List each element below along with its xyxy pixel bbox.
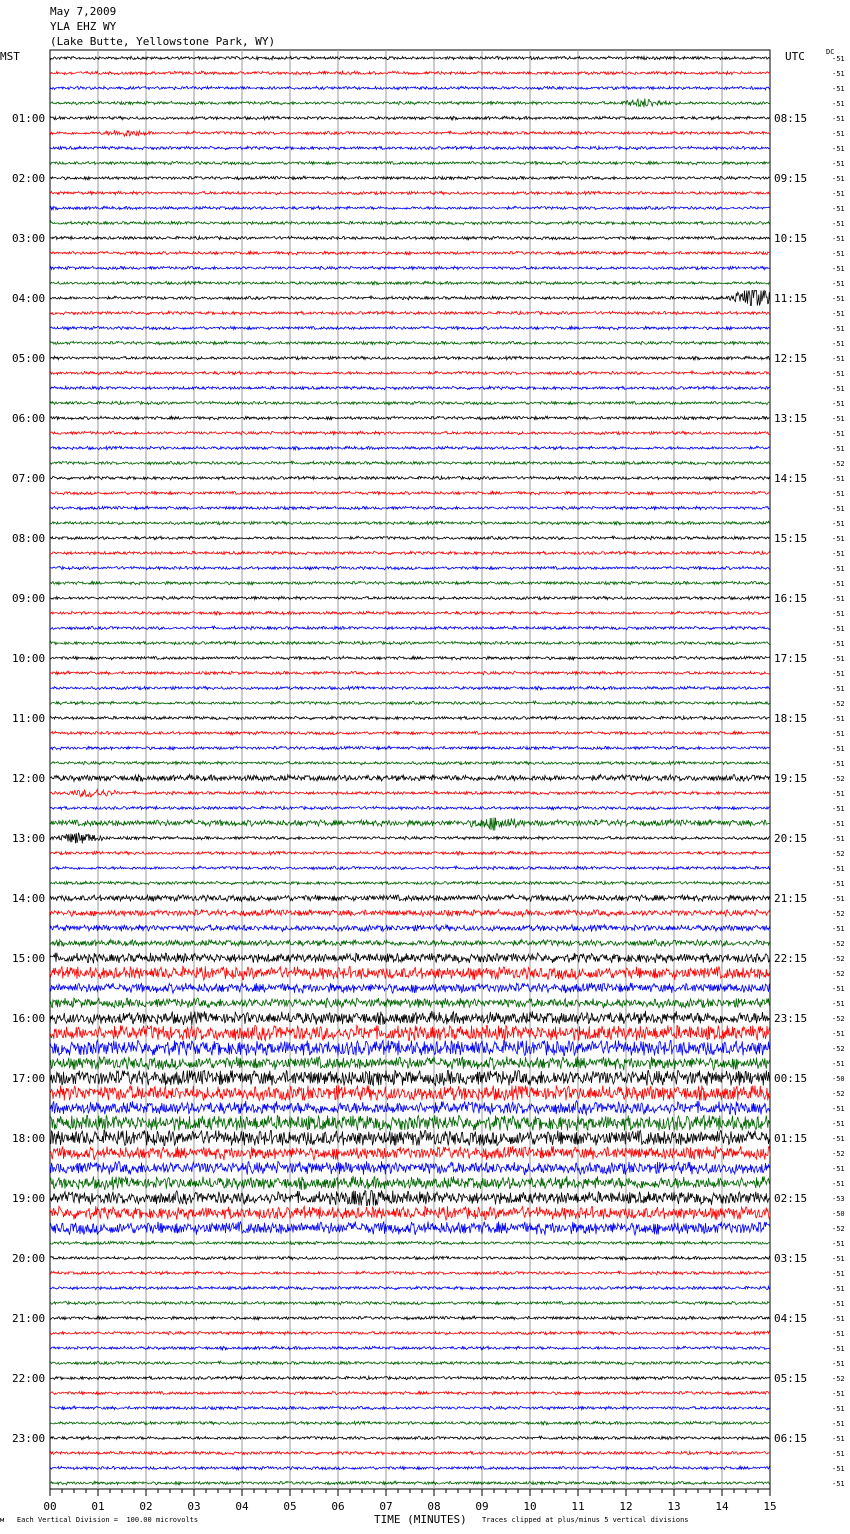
dc-offset-value: -52 — [832, 910, 845, 918]
dc-offset-value: -51 — [832, 1300, 845, 1308]
seismic-trace — [50, 1026, 770, 1041]
dc-offset-value: -51 — [832, 340, 845, 348]
seismic-trace — [50, 1406, 770, 1410]
seismic-trace — [50, 266, 770, 270]
dc-offset-value: -51 — [832, 640, 845, 648]
dc-offset-value: -51 — [832, 370, 845, 378]
seismic-trace — [50, 536, 770, 540]
seismic-trace — [50, 1146, 770, 1160]
dc-offset-value: -51 — [832, 670, 845, 678]
dc-offset-value: -51 — [832, 625, 845, 633]
footer-scale-note — [0, 1516, 198, 1524]
seismic-trace — [50, 1376, 770, 1379]
dc-offset-value: -51 — [832, 505, 845, 513]
seismic-trace — [50, 833, 770, 844]
seismic-trace — [50, 939, 770, 946]
seismic-trace — [50, 925, 770, 932]
seismic-trace — [50, 1271, 770, 1275]
dc-offset-value: -51 — [832, 550, 845, 558]
seismic-trace — [50, 1286, 770, 1289]
seismic-trace — [50, 895, 770, 902]
axis-labels — [12, 55, 845, 1513]
seismic-trace — [50, 1316, 770, 1320]
dc-offset-value: -51 — [832, 1120, 845, 1128]
dc-offset-value: -51 — [832, 745, 845, 753]
seismic-trace — [50, 1451, 770, 1454]
seismic-trace — [50, 686, 770, 690]
station-location: (Lake Butte, Yellowstone Park, WY) — [50, 35, 276, 48]
right-hour-label: 01:15 — [774, 1132, 808, 1145]
right-hour-label: 19:15 — [774, 772, 808, 785]
seismic-trace — [50, 98, 770, 107]
x-tick-label: 08 — [427, 1500, 441, 1513]
x-tick-label: 11 — [571, 1500, 585, 1513]
seismic-trace — [50, 386, 770, 389]
seismic-trace — [50, 1481, 770, 1485]
right-hour-label: 23:15 — [774, 1012, 808, 1025]
seismic-trace — [50, 116, 770, 120]
seismic-trace — [50, 1086, 770, 1101]
left-hour-label: 10:00 — [12, 652, 46, 665]
seismic-trace — [50, 176, 770, 179]
dc-offset-value: -51 — [832, 610, 845, 618]
dc-offset-value: -51 — [832, 835, 845, 843]
dc-offset-value: -51 — [832, 160, 845, 168]
right-hour-label: 21:15 — [774, 892, 808, 905]
dc-offset-value: -52 — [832, 775, 845, 783]
vertical-division-note: Each Vertical Division = 100.00 microvolts — [16, 1516, 199, 1524]
seismic-trace — [50, 581, 770, 585]
right-hour-label: 13:15 — [774, 412, 808, 425]
seismic-trace — [50, 1221, 770, 1235]
seismic-trace — [50, 866, 770, 870]
right-hour-label: 06:15 — [774, 1432, 808, 1445]
seismic-trace — [50, 446, 770, 450]
seismic-trace — [50, 1101, 770, 1115]
left-hour-label: 09:00 — [12, 592, 46, 605]
seismic-trace — [50, 1131, 770, 1146]
dc-offset-value: -51 — [832, 925, 845, 933]
dc-offset-value: -51 — [832, 880, 845, 888]
dc-offset-value: -51 — [832, 1105, 845, 1113]
right-hour-label: 10:15 — [774, 232, 808, 245]
seismic-trace — [50, 671, 770, 675]
dc-offset-value: -51 — [832, 535, 845, 543]
seismic-trace — [50, 1466, 770, 1469]
right-hour-label: 17:15 — [774, 652, 808, 665]
dc-offset-value: -51 — [832, 1465, 845, 1473]
seismic-trace — [50, 130, 770, 136]
seismic-trace — [50, 1041, 770, 1056]
dc-offset-value: -52 — [832, 970, 845, 978]
right-hour-label: 04:15 — [774, 1312, 808, 1325]
seismic-trace — [50, 851, 770, 855]
seismic-trace — [50, 1391, 770, 1395]
x-tick-label: 15 — [763, 1500, 777, 1513]
x-tick-label: 14 — [715, 1500, 729, 1513]
dc-offset-value: -51 — [832, 1480, 845, 1488]
dc-offset-value: -52 — [832, 700, 845, 708]
dc-offset-value: -50 — [832, 1075, 845, 1083]
dc-offset-value: -52 — [832, 850, 845, 858]
dc-offset-value: -51 — [832, 685, 845, 693]
seismic-trace — [50, 966, 770, 980]
seismic-trace — [50, 1301, 770, 1304]
x-tick-label: 12 — [619, 1500, 633, 1513]
seismic-trace — [50, 998, 770, 1008]
seismic-trace — [50, 1241, 770, 1244]
seismic-trace — [50, 983, 770, 994]
clipping-note: Traces clipped at plus/minus 5 vertical divisions — [482, 1516, 689, 1524]
dc-offset-value: -53 — [832, 1195, 845, 1203]
dc-offset-value: -51 — [832, 1435, 845, 1443]
dc-offset-value: -51 — [832, 1315, 845, 1323]
seismic-trace — [50, 146, 770, 149]
x-tick-label: 01 — [91, 1500, 105, 1513]
seismic-trace — [50, 1436, 770, 1440]
seismic-trace — [50, 221, 770, 225]
dc-offset-value: -51 — [832, 760, 845, 768]
dc-offset-value: -51 — [832, 415, 845, 423]
dc-offset-value: -51 — [832, 475, 845, 483]
dc-offset-value: -51 — [832, 595, 845, 603]
dc-offset-value: -51 — [832, 310, 845, 318]
dc-offset-value: -51 — [832, 145, 845, 153]
seismic-trace — [50, 1331, 770, 1335]
dc-offset-value: -51 — [832, 295, 845, 303]
right-hour-label: 20:15 — [774, 832, 808, 845]
left-hour-label: 23:00 — [12, 1432, 46, 1445]
left-hour-label: 15:00 — [12, 952, 46, 965]
footer-mark: м — [0, 1516, 5, 1524]
x-tick-label: 06 — [331, 1500, 345, 1513]
dc-offset-value: -51 — [832, 865, 845, 873]
dc-offset-value: -51 — [832, 1285, 845, 1293]
dc-offset-value: -52 — [832, 460, 845, 468]
dc-offset-value: -51 — [832, 205, 845, 213]
left-hour-label: 06:00 — [12, 412, 46, 425]
seismic-trace — [50, 206, 770, 210]
x-tick-label: 04 — [235, 1500, 249, 1513]
left-hour-label: 19:00 — [12, 1192, 46, 1205]
x-tick-label: 10 — [523, 1500, 537, 1513]
seismic-trace — [50, 86, 770, 89]
dc-offset-value: -52 — [832, 1225, 845, 1233]
seismic-trace — [50, 161, 770, 165]
dc-offset-value: -51 — [832, 265, 845, 273]
seismic-trace — [50, 371, 770, 375]
left-hour-label: 18:00 — [12, 1132, 46, 1145]
right-hour-label: 15:15 — [774, 532, 808, 545]
dc-offset-value: -52 — [832, 1150, 845, 1158]
dc-offset-value: -52 — [832, 1090, 845, 1098]
seismic-trace — [50, 416, 770, 420]
seismic-trace — [50, 774, 770, 781]
dc-offset-value: -51 — [832, 55, 845, 63]
seismic-trace — [50, 491, 770, 495]
dc-offset-value: -51 — [832, 985, 845, 993]
seismic-trace — [50, 881, 770, 884]
dc-offset-value: -51 — [832, 280, 845, 288]
seismic-trace — [50, 818, 770, 831]
dc-offset-value: -52 — [832, 1015, 845, 1023]
seismic-trace — [50, 641, 770, 644]
dc-offset-value: -51 — [832, 1030, 845, 1038]
dc-offset-value: -51 — [832, 325, 845, 333]
seismic-trace — [50, 326, 770, 330]
right-hour-label: 05:15 — [774, 1372, 808, 1385]
seismic-trace — [50, 431, 770, 435]
seismic-trace — [50, 611, 770, 615]
seismic-trace — [50, 251, 770, 255]
dc-offset-value: -51 — [832, 655, 845, 663]
left-hour-label: 11:00 — [12, 712, 46, 725]
dc-offset-value: -51 — [832, 1450, 845, 1458]
left-hour-label: 12:00 — [12, 772, 46, 785]
seismic-trace — [50, 1161, 770, 1175]
dc-offset-value: -51 — [832, 730, 845, 738]
seismic-trace — [50, 461, 770, 465]
seismic-trace — [50, 521, 770, 525]
seismic-trace — [50, 476, 770, 479]
dc-offset-value: -51 — [832, 190, 845, 198]
dc-offset-value: -51 — [832, 445, 845, 453]
left-hour-label: 07:00 — [12, 472, 46, 485]
dc-offset-value: -51 — [832, 1345, 845, 1353]
left-hour-label: 08:00 — [12, 532, 46, 545]
seismic-trace — [50, 356, 770, 360]
dc-offset-value: -51 — [832, 1165, 845, 1173]
seismic-trace — [50, 746, 770, 750]
seismic-trace — [50, 341, 770, 344]
x-axis-title: TIME (MINUTES) — [374, 1513, 467, 1526]
dc-offset-value: -51 — [832, 1420, 845, 1428]
seismic-trace — [50, 806, 770, 809]
dc-offset-value: -51 — [832, 580, 845, 588]
dc-offset-header: DC — [826, 48, 835, 56]
left-hour-label: 20:00 — [12, 1252, 46, 1265]
seismic-trace — [50, 291, 770, 306]
left-hour-label: 22:00 — [12, 1372, 46, 1385]
dc-offset-value: -52 — [832, 955, 845, 963]
seismic-trace — [50, 716, 770, 719]
seismic-trace — [50, 281, 770, 285]
station-name: YLA EHZ WY — [50, 20, 117, 33]
right-hour-label: 22:15 — [774, 952, 808, 965]
dc-offset-value: -50 — [832, 1210, 845, 1218]
seismic-traces — [50, 56, 770, 1485]
dc-offset-value: -51 — [832, 1405, 845, 1413]
seismic-trace — [50, 1176, 770, 1190]
seismic-trace — [50, 311, 770, 314]
seismic-trace — [50, 596, 770, 600]
left-hour-label: 05:00 — [12, 352, 46, 365]
dc-offset-value: -51 — [832, 790, 845, 798]
seismic-trace — [50, 506, 770, 509]
seismic-trace — [50, 1071, 770, 1086]
seismic-trace — [50, 953, 770, 964]
x-tick-label: 05 — [283, 1500, 297, 1513]
x-tick-label: 13 — [667, 1500, 681, 1513]
seismic-trace — [50, 910, 770, 917]
dc-offset-value: -51 — [832, 385, 845, 393]
left-hour-label: 02:00 — [12, 172, 46, 185]
x-tick-label: 07 — [379, 1500, 393, 1513]
x-tick-label: 09 — [475, 1500, 489, 1513]
left-hour-label: 13:00 — [12, 832, 46, 845]
dc-offset-value: -51 — [832, 805, 845, 813]
dc-offset-value: -51 — [832, 235, 845, 243]
right-hour-label: 03:15 — [774, 1252, 808, 1265]
right-hour-label: 12:15 — [774, 352, 808, 365]
dc-offset-value: -51 — [832, 175, 845, 183]
dc-offset-value: -51 — [832, 220, 845, 228]
seismic-trace — [50, 1011, 770, 1025]
left-hour-label: 01:00 — [12, 112, 46, 125]
dc-offset-value: -51 — [832, 1270, 845, 1278]
dc-offset-value: -52 — [832, 1375, 845, 1383]
right-hour-label: 02:15 — [774, 1192, 808, 1205]
dc-offset-value: -51 — [832, 355, 845, 363]
dc-offset-value: -51 — [832, 100, 845, 108]
dc-offset-value: -51 — [832, 490, 845, 498]
dc-offset-value: -51 — [832, 250, 845, 258]
dc-offset-value: -51 — [832, 1390, 845, 1398]
plot-date: May 7,2009 — [50, 5, 117, 18]
x-tick-label: 03 — [187, 1500, 201, 1513]
dc-offset-value: -51 — [832, 400, 845, 408]
dc-offset-value: -51 — [832, 1330, 845, 1338]
dc-offset-value: -51 — [832, 1060, 845, 1068]
dc-offset-value: -51 — [832, 1360, 845, 1368]
seismic-trace — [50, 551, 770, 554]
right-timezone-label: UTC — [785, 50, 805, 63]
dc-offset-value: -51 — [832, 895, 845, 903]
dc-offset-value: -51 — [832, 430, 845, 438]
right-hour-label: 11:15 — [774, 292, 808, 305]
dc-offset-value: -51 — [832, 115, 845, 123]
right-hour-label: 08:15 — [774, 112, 808, 125]
seismic-trace — [50, 71, 770, 75]
seismic-trace — [50, 566, 770, 569]
dc-offset-value: -51 — [832, 1255, 845, 1263]
right-hour-label: 14:15 — [774, 472, 808, 485]
right-hour-label: 18:15 — [774, 712, 808, 725]
dc-offset-value: -52 — [832, 1045, 845, 1053]
seismic-trace — [50, 1346, 770, 1350]
dc-offset-value: -51 — [832, 520, 845, 528]
seismic-trace — [50, 1056, 770, 1070]
seismic-trace — [50, 789, 770, 797]
left-hour-label: 21:00 — [12, 1312, 46, 1325]
seismic-trace — [50, 401, 770, 404]
dc-offset-value: -51 — [832, 715, 845, 723]
left-hour-label: 17:00 — [12, 1072, 46, 1085]
dc-offset-value: -51 — [832, 85, 845, 93]
seismic-trace — [50, 1421, 770, 1425]
dc-offset-value: -51 — [832, 1000, 845, 1008]
dc-offset-value: -51 — [832, 1180, 845, 1188]
dc-offset-value: -52 — [832, 940, 845, 948]
seismic-trace — [50, 656, 770, 660]
dc-offset-value: -51 — [832, 1240, 845, 1248]
seismic-trace — [50, 731, 770, 734]
seismic-trace — [50, 1256, 770, 1260]
seismic-trace — [50, 56, 770, 60]
dc-offset-value: -51 — [832, 565, 845, 573]
x-tick-label: 00 — [43, 1500, 57, 1513]
seismic-trace — [50, 761, 770, 765]
right-hour-label: 16:15 — [774, 592, 808, 605]
right-hour-label: 09:15 — [774, 172, 808, 185]
left-hour-label: 04:00 — [12, 292, 46, 305]
x-tick-label: 02 — [139, 1500, 153, 1513]
dc-offset-value: -51 — [832, 130, 845, 138]
seismic-trace — [50, 626, 770, 630]
seismic-trace — [50, 1116, 770, 1131]
seismic-trace — [50, 1191, 770, 1206]
left-hour-label: 16:00 — [12, 1012, 46, 1025]
dc-offset-value: -51 — [832, 1135, 845, 1143]
right-hour-label: 00:15 — [774, 1072, 808, 1085]
seismic-trace — [50, 236, 770, 239]
left-timezone-label: MST — [0, 50, 20, 63]
dc-offset-value: -51 — [832, 820, 845, 828]
seismic-trace — [50, 701, 770, 705]
seismic-trace — [50, 1361, 770, 1365]
seismic-trace — [50, 191, 770, 195]
dc-offset-value: -51 — [832, 70, 845, 78]
left-hour-label: 03:00 — [12, 232, 46, 245]
seismic-trace — [50, 1206, 770, 1220]
left-hour-label: 14:00 — [12, 892, 46, 905]
